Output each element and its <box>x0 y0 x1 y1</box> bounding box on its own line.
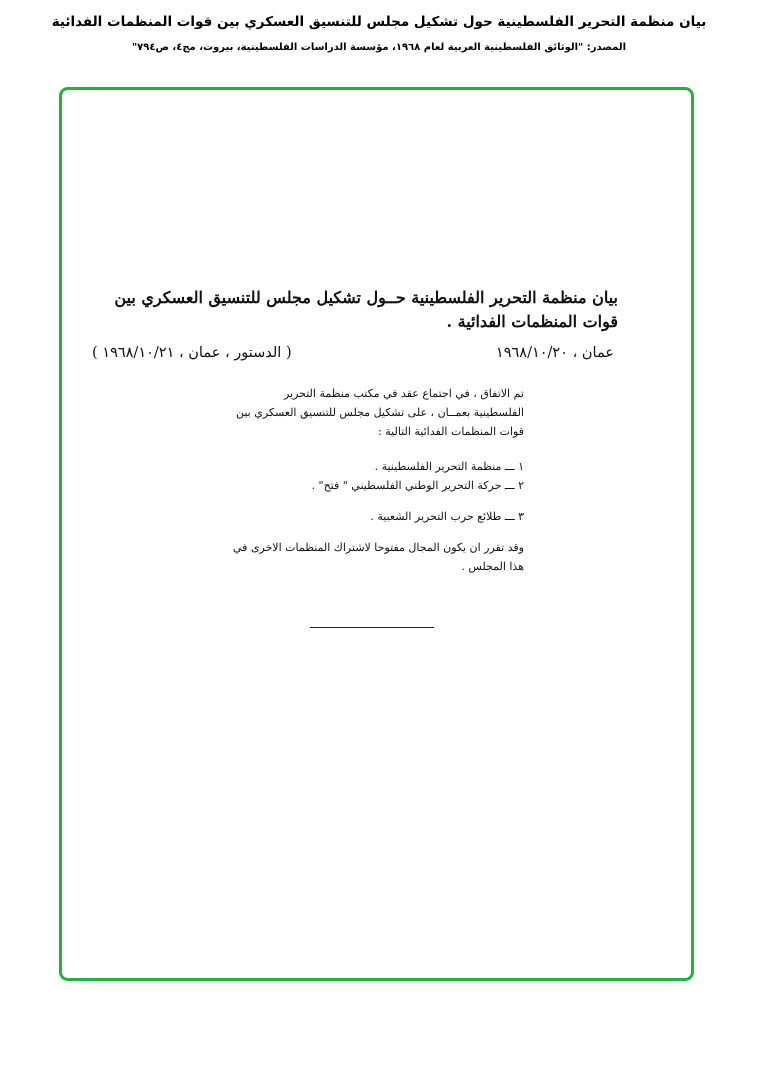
organization-list <box>232 457 524 526</box>
intro-paragraph: تم الاتفاق ، في اجتماع عقد في مكتب منظمة التحرير الفلسطينية بعمــان ، على تشكيل مجلس للتنسيق العسكري بين قوات المنظمات الفدائية التالية : <box>235 387 524 438</box>
issue-date: عمان ، ١٩٦٨/١٠/٢٠ <box>495 345 614 361</box>
list-item: ٢ ـــ حركة التحرير الوطني الفلسطيني " فتح" . <box>311 479 524 492</box>
date-line <box>92 342 614 364</box>
closing-paragraph: وقد تقرر ان يكون المجال مفتوحا لاشتراك المنظمات الاخرى في هذا المجلس . <box>232 541 524 573</box>
document-body <box>232 384 524 576</box>
list-item: ٣ ـــ طلائع حرب التحرير الشعبية . <box>370 510 524 523</box>
end-separator <box>310 627 434 628</box>
publication-citation: ( الدستور ، عمان ، ١٩٦٨/١٠/٢١ ) <box>92 345 292 361</box>
page-header-source: المصدر: "الوثائق الفلسطينية العربية لعام ١٩٦٨، مؤسسة الدراسات الفلسطينية، بيروت، مج٤، ص٧٩٤" <box>131 42 627 53</box>
page-header-title: بيان منظمة التحرير الفلسطينية حول تشكيل مجلس للتنسيق العسكري بين قوات المنظمات الفدائية <box>51 14 707 30</box>
list-item: ١ ـــ منظمة التحرير الفلسطينية . <box>374 460 524 473</box>
document-title: بيان منظمة التحرير الفلسطينية حــول تشكيل مجلس للتنسيق العسكري بين قوات المنظمات الفدائية . <box>114 288 618 331</box>
